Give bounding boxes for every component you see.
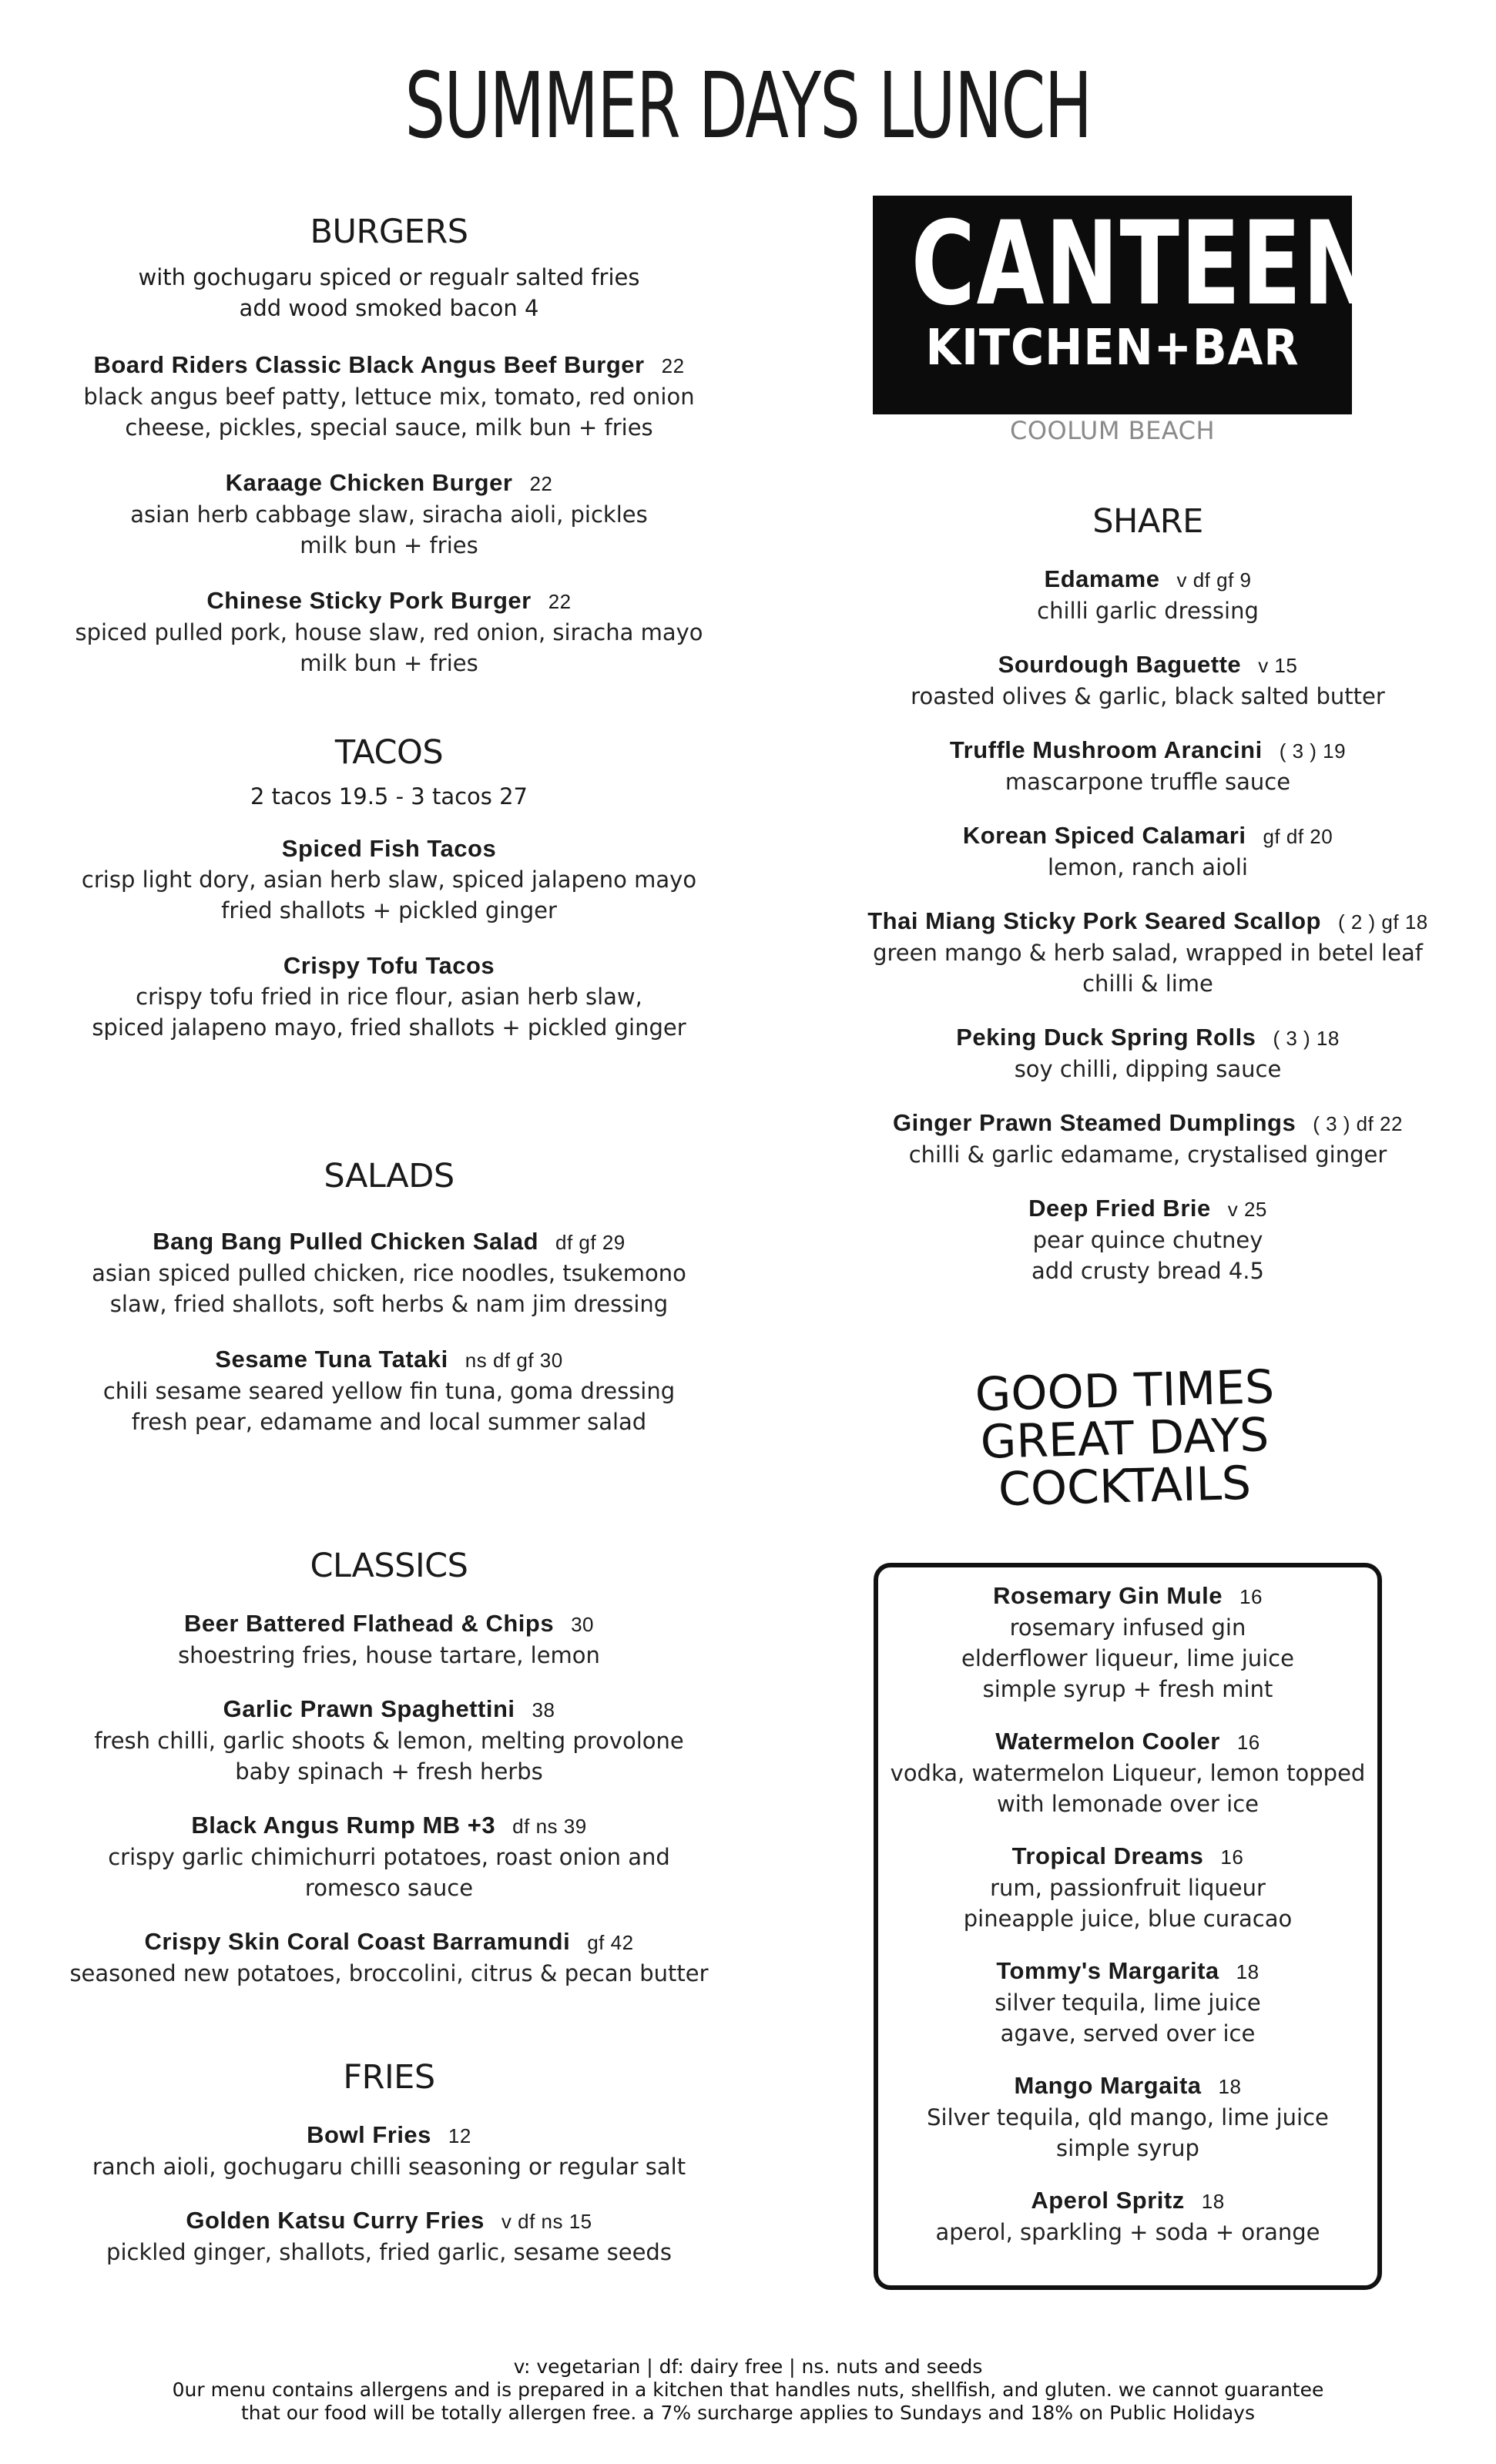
item-price: v df ns 15 (501, 2210, 592, 2233)
item-price: 38 (532, 1698, 555, 1721)
item-description: crispy garlic chimichurri potatoes, roast onion and (108, 1844, 670, 1870)
menu-item (31, 1344, 747, 1437)
item-description: simple syrup (1056, 2135, 1199, 2161)
item-name: Spiced Fish Tacos (281, 835, 497, 862)
item-price: v 25 (1227, 1198, 1267, 1221)
item-price: 16 (1220, 1845, 1244, 1869)
menu-item (809, 735, 1487, 797)
item-description: asian spiced pulled chicken, rice noodles, tsukemono (92, 1260, 686, 1286)
item-description: soy chilli, dipping sauce (1014, 1056, 1282, 1082)
item-description: elderflower liqueur, lime juice (961, 1645, 1294, 1671)
menu-item (878, 1726, 1377, 1819)
item-description: black angus beef patty, lettuce mix, tomato, red onion (83, 384, 695, 410)
cocktails-heading-line: GOOD TIMES (974, 1359, 1276, 1423)
item-description: Silver tequila, qld mango, lime juice (927, 2104, 1329, 2130)
item-name: Chinese Sticky Pork Burger (206, 587, 532, 614)
item-price: ( 3 ) df 22 (1313, 1112, 1403, 1135)
item-description: asian herb cabbage slaw, siracha aioli, pickles (130, 501, 648, 528)
item-price: ( 3 ) 19 (1279, 739, 1347, 763)
item-description: baby spinach + fresh herbs (235, 1758, 543, 1785)
logo-wordmark: CANTEEN (911, 197, 1377, 331)
item-name: Edamame (1044, 565, 1160, 592)
menu-item (878, 2185, 1377, 2248)
item-price: 12 (448, 2124, 471, 2147)
item-name: Bowl Fries (307, 2121, 431, 2148)
item-description: pear quince chutney (1032, 1227, 1263, 1253)
menu-item (809, 820, 1487, 883)
burgers-note: with gochugaru spiced or regualr salted fries (138, 264, 640, 290)
item-name: Tommy's Margarita (996, 1957, 1219, 1984)
menu-item (31, 585, 747, 679)
canteen-logo (873, 196, 1377, 414)
burgers-heading: BURGERS (310, 213, 468, 251)
item-price: 22 (529, 472, 553, 495)
item-name: Deep Fried Brie (1028, 1195, 1211, 1222)
menu-item (31, 1608, 747, 1671)
item-description: romesco sauce (304, 1875, 474, 1901)
item-name: Sourdough Baguette (998, 651, 1242, 678)
item-description: pineapple juice, blue curacao (963, 1906, 1293, 1932)
item-price: df gf 29 (555, 1231, 626, 1254)
classics-heading: CLASSICS (310, 1547, 468, 1585)
item-description: chilli & lime (1082, 971, 1213, 997)
item-description: lemon, ranch aioli (1047, 854, 1248, 880)
item-description: rosemary infused gin (1009, 1614, 1246, 1641)
item-description: seasoned new potatoes, broccolini, citrus & pecan butter (69, 1960, 709, 1986)
item-price: 18 (1201, 2190, 1225, 2213)
item-name: Golden Katsu Curry Fries (186, 2207, 485, 2234)
salads-section (31, 1157, 747, 1437)
item-description: ranch aioli, gochugaru chilli seasoning or regular salt (92, 2154, 686, 2180)
cocktails-heading-line: COCKTAILS (998, 1456, 1252, 1517)
item-description: chili sesame seared yellow fin tuna, goma dressing (102, 1378, 676, 1404)
share-section (809, 502, 1487, 1286)
item-name: Rosemary Gin Mule (993, 1582, 1223, 1609)
item-description: milk bun + fries (300, 650, 478, 676)
item-description: with lemonade over ice (997, 1791, 1259, 1817)
item-name: Thai Miang Sticky Pork Seared Scallop (867, 907, 1321, 934)
burgers-section (31, 213, 747, 679)
tacos-note: 2 tacos 19.5 - 3 tacos 27 (250, 783, 528, 810)
logo-subtitle: KITCHEN+BAR (925, 320, 1300, 377)
menu-item (809, 649, 1487, 712)
item-description: aperol, sparkling + soda + orange (935, 2219, 1320, 2245)
item-name: Board Riders Classic Black Angus Beef Burger (93, 351, 645, 378)
item-price: 18 (1218, 2075, 1242, 2098)
item-price: gf 42 (587, 1931, 634, 1954)
item-price: 16 (1236, 1731, 1260, 1754)
item-name: Korean Spiced Calamari (962, 822, 1246, 849)
menu-title: SUMMER DAYS LUNCH (404, 52, 1092, 159)
menu-item (809, 1108, 1487, 1170)
item-price: 22 (548, 590, 572, 613)
item-name: Crispy Tofu Tacos (283, 952, 495, 979)
menu-item (31, 468, 747, 561)
menu-item (31, 1926, 747, 1989)
item-name: Tropical Dreams (1011, 1842, 1204, 1869)
item-description: green mango & herb salad, wrapped in betel leaf (873, 940, 1423, 966)
fries-section (31, 2058, 747, 2268)
item-description: crispy tofu fried in rice flour, asian herb slaw, (136, 984, 642, 1010)
menu-item (31, 2120, 747, 2182)
item-description: silver tequila, lime juice (995, 1990, 1261, 2016)
item-description: rum, passionfruit liqueur (990, 1875, 1266, 1901)
item-name: Peking Duck Spring Rolls (956, 1024, 1256, 1051)
menu-item (878, 1956, 1377, 2049)
surcharge-notice: that our food will be totally allergen free. a 7% surcharge applies to Sundays and 18% on Public Holidays (240, 2402, 1255, 2424)
salads-heading: SALADS (324, 1157, 455, 1195)
cocktails-list (878, 1581, 1377, 2248)
item-description: simple syrup + fresh mint (982, 1676, 1273, 1702)
item-description: shoestring fries, house tartare, lemon (178, 1642, 600, 1668)
item-name: Truffle Mushroom Arancini (949, 736, 1263, 763)
tacos-heading: TACOS (334, 733, 444, 772)
item-name: Mango Margaita (1014, 2072, 1202, 2099)
item-description: agave, served over ice (1000, 2020, 1256, 2047)
item-description: pickled ginger, shallots, fried garlic, sesame seeds (106, 2239, 672, 2265)
cocktails-heading (909, 1359, 1340, 1517)
allergen-footer (0, 2355, 1496, 2425)
fries-heading: FRIES (343, 2058, 435, 2097)
item-price: ( 3 ) 18 (1273, 1027, 1340, 1050)
item-price: 22 (661, 354, 685, 377)
item-description: slaw, fried shallots, soft herbs & nam jim dressing (109, 1291, 669, 1317)
share-heading: SHARE (1092, 502, 1203, 541)
classics-section (31, 1547, 747, 1989)
menu-item (31, 950, 747, 1043)
item-name: Black Angus Rump MB +3 (191, 1812, 496, 1839)
item-name: Garlic Prawn Spaghettini (223, 1695, 515, 1722)
item-description: mascarpone truffle sauce (1005, 769, 1291, 795)
item-description: roasted olives & garlic, black salted butter (911, 683, 1385, 709)
item-name: Beer Battered Flathead & Chips (183, 1610, 555, 1637)
item-description: spiced pulled pork, house slaw, red onion, siracha mayo (75, 619, 703, 645)
item-name: Karaage Chicken Burger (225, 469, 513, 496)
item-description: vodka, watermelon Liqueur, lemon topped (890, 1760, 1366, 1786)
item-description: chilli garlic dressing (1037, 598, 1259, 624)
menu-item (31, 1694, 747, 1787)
menu-item (878, 2070, 1377, 2164)
burgers-note-bacon: add wood smoked bacon 4 (239, 295, 539, 321)
item-description: chilli & garlic edamame, crystalised ginger (908, 1141, 1387, 1168)
item-description: fried shallots + pickled ginger (221, 897, 557, 924)
item-price: ( 2 ) gf 18 (1337, 910, 1428, 934)
menu-item (809, 1193, 1487, 1286)
dietary-key: v: vegetarian | df: dairy free | ns. nuts and seeds (513, 2355, 983, 2378)
item-description: spiced jalapeno mayo, fried shallots + pickled ginger (92, 1014, 686, 1041)
item-price: 18 (1236, 1960, 1260, 1983)
allergen-notice: 0ur menu contains allergens and is prepared in a kitchen that handles nuts, shellfish, and gluten. we cannot guarantee (172, 2379, 1324, 2401)
item-name: Aperol Spritz (1031, 2187, 1185, 2214)
item-description: crisp light dory, asian herb slaw, spiced jalapeno mayo (81, 867, 697, 893)
menu-item (31, 2205, 747, 2268)
item-price: gf df 20 (1263, 825, 1333, 848)
logo-location: COOLUM BEACH (1009, 416, 1216, 445)
item-description: fresh chilli, garlic shoots & lemon, melting provolone (94, 1728, 684, 1754)
menu-item (878, 1581, 1377, 1705)
menu-item (31, 833, 747, 926)
item-price: ns df gf 30 (465, 1349, 563, 1372)
item-description: cheese, pickles, special sauce, milk bun + fries (125, 414, 653, 441)
menu-item (878, 1841, 1377, 1934)
item-description: add crusty bread 4.5 (1031, 1258, 1264, 1284)
menu-item (31, 1226, 747, 1319)
menu-item (809, 564, 1487, 626)
cocktails-heading-line: GREAT DAYS (979, 1408, 1270, 1470)
menu-item (31, 1810, 747, 1903)
item-price: v df gf 9 (1176, 568, 1252, 592)
item-description: fresh pear, edamame and local summer salad (131, 1409, 647, 1435)
item-name: Ginger Prawn Steamed Dumplings (893, 1109, 1296, 1136)
tacos-section (31, 733, 747, 1043)
item-name: Crispy Skin Coral Coast Barramundi (144, 1928, 571, 1955)
item-name: Sesame Tuna Tataki (215, 1346, 448, 1373)
item-price: df ns 39 (512, 1815, 587, 1838)
item-price: 16 (1239, 1585, 1263, 1608)
menu-item (809, 906, 1487, 999)
item-price: v 15 (1258, 654, 1298, 677)
item-name: Bang Bang Pulled Chicken Salad (153, 1228, 539, 1255)
menu-item (31, 350, 747, 443)
item-price: 30 (571, 1613, 595, 1636)
item-description: milk bun + fries (300, 532, 478, 558)
menu-item (809, 1022, 1487, 1084)
item-name: Watermelon Cooler (995, 1728, 1220, 1755)
